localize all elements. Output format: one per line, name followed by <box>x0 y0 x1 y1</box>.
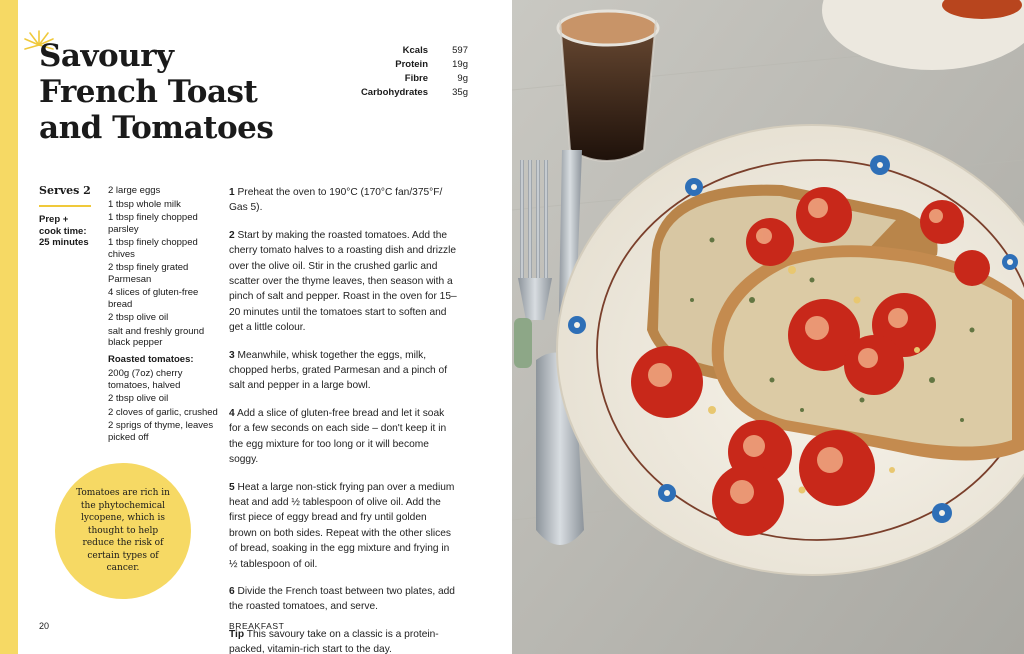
step-number: 5 <box>229 481 235 493</box>
ingredient-item: salt and freshly ground black pepper <box>108 325 205 348</box>
step-text: Add a slice of gluten-free bread and let it soak for a few seconds on each side – don't keep it in the egg mixture for too long or it will become soggy. <box>229 407 447 466</box>
step-number: 4 <box>229 407 235 419</box>
method-step <box>229 185 457 216</box>
section-name: BREAKFAST <box>229 621 285 631</box>
step-text: Preheat the oven to 190°C (170°C fan/375°F/ Gas 5). <box>229 187 443 214</box>
step-text: Heat a large non-stick frying pan over a medium heat and add ½ tablespoon of olive oil. Add the first piece of eggy bread and fry until golden brown on both sides. Repeat with the other slices of bread, soaking in the egg mixture and frying in ½ tablespoon of oil. <box>229 481 455 570</box>
step-number: 1 <box>229 187 235 198</box>
method-step <box>229 406 457 468</box>
nutrition-label: Protein <box>395 59 428 70</box>
method-step <box>229 584 457 615</box>
tip-label: Tip <box>229 628 245 640</box>
page-edge-band <box>0 0 18 654</box>
nutrition-value: 9g <box>457 73 468 84</box>
step-number: 3 <box>229 349 235 361</box>
ingredient-item: 4 slices of gluten-free bread <box>108 287 199 310</box>
nutrition-table <box>350 44 468 100</box>
ingredient-item: 2 tbsp olive oil <box>108 312 169 323</box>
recipe-title-line: French Toast <box>39 74 258 110</box>
prep-time: Prep + cook time: 25 minutes <box>39 214 89 248</box>
ingredient-item: 2 cloves of garlic, crushed <box>108 406 218 418</box>
nutrition-row <box>350 86 468 100</box>
nutrition-row <box>350 44 468 58</box>
method-step <box>229 480 457 572</box>
step-text: Meanwhile, whisk together the eggs, milk, chopped herbs, grated Parmesan and a pinch of salt and pepper in a large bowl. <box>229 349 448 392</box>
espresso-glass <box>558 11 658 161</box>
nutrition-label: Carbohydrates <box>360 87 428 98</box>
tip-text: This savoury take on a classic is a protein-packed, vitamin-rich start to the day. <box>229 628 439 654</box>
nutrition-label: Kcals <box>402 45 428 56</box>
ingredient-item: 2 tbsp finely grated Parmesan <box>108 262 189 285</box>
ingredients-subheading: Roasted tomatoes: <box>108 353 194 365</box>
recipe-title-line: and Tomatoes <box>39 110 274 146</box>
ingredient-item: 200g (7oz) cherry tomatoes, halved <box>108 368 183 391</box>
ingredient-item: 2 sprigs of thyme, leaves picked off <box>108 420 214 443</box>
ingredient-item: 2 large eggs <box>108 185 161 196</box>
ingredient-item: 2 tbsp olive oil <box>108 393 169 404</box>
serves-divider <box>39 205 91 207</box>
nutrition-label: Fibre <box>404 73 428 84</box>
ingredient-item: 1 tbsp whole milk <box>108 198 181 210</box>
serves-block <box>39 184 93 249</box>
ingredients-list <box>108 185 220 445</box>
step-text: Divide the French toast between two plates, add the roasted tomatoes, and serve. <box>229 585 455 613</box>
ingredient-item: 1 tbsp finely chopped parsley <box>108 212 198 235</box>
food-photo-illustration <box>512 0 1024 654</box>
page-number: 20 <box>39 621 50 631</box>
step-number: 2 <box>229 229 235 241</box>
ingredient-item: 1 tbsp finely chopped chives <box>108 237 198 260</box>
method-steps <box>229 185 457 654</box>
step-text: Start by making the roasted tomatoes. Add the cherry tomato halves to a roasting dish and drizzle over the olive oil. Stir in the crushed garlic and scatter over the thyme leaves, then season with a pinch of salt and pepper. Roast in the oven for 15–20 minutes until the tomatoes start to soften and get a little colour. <box>229 229 457 334</box>
nutrition-value: 597 <box>452 45 468 56</box>
step-number: 6 <box>229 585 235 597</box>
food-photo <box>512 0 1024 654</box>
method-step <box>229 228 457 336</box>
method-step <box>229 348 457 394</box>
serves-label: Serves 2 <box>39 184 91 197</box>
recipe-title <box>39 38 319 146</box>
nutrition-row <box>350 72 468 86</box>
nutrition-row <box>350 58 468 72</box>
nutrition-value: 35g <box>452 87 468 98</box>
nutrition-value: 19g <box>452 59 468 70</box>
recipe-title-line: Savoury <box>39 38 174 74</box>
callout-text: Tomatoes are rich in the phytochemical lycopene, which is thought to help reduce the risk of certain types of cancer. <box>76 488 170 574</box>
health-callout <box>55 463 191 599</box>
